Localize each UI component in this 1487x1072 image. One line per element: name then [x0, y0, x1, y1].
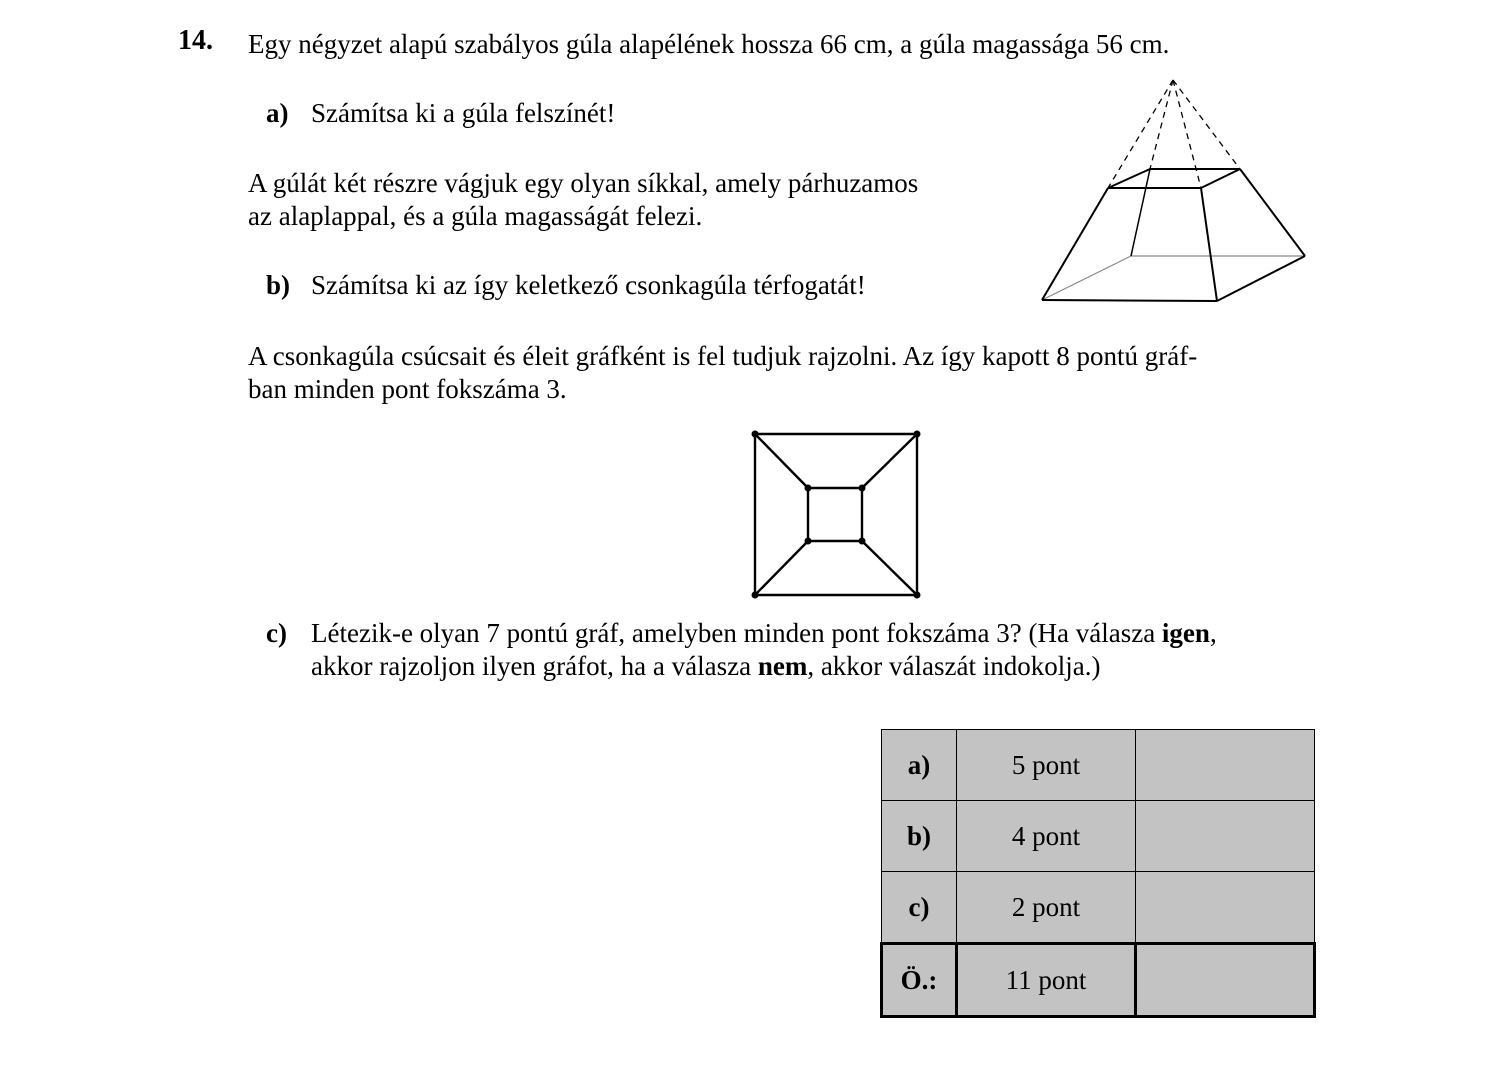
graph-vertex: [752, 592, 759, 599]
answer-yes-word: igen: [1161, 618, 1210, 648]
part-c-line-1-text-b: ,: [1209, 618, 1217, 648]
score-total-earned-cell[interactable]: [1136, 944, 1315, 1017]
pyramid-apex-dashed-edges: [1108, 80, 1240, 188]
part-a-label: a): [266, 98, 289, 128]
part-c-line-2-text-a: akkor rajzoljon ilyen gráfot, ha a válasza: [311, 651, 758, 681]
part-c-line-1-text-a: Létezik-e olyan 7 pontú gráf, amelyben minden pont fokszáma 3? (Ha válasza: [311, 618, 1162, 648]
graph-text-line-1: A csonkagúla csúcsait és éleit gráfként is fel tudjuk rajzolni. Az így kapott 8 pontú gráf-: [248, 341, 1198, 371]
frustum-base-front-edges: [1042, 256, 1305, 301]
part-c-label: c): [266, 618, 287, 648]
score-max-points: 4 pont: [957, 801, 1136, 872]
score-earned-cell[interactable]: [1136, 730, 1315, 801]
graph-vertex: [752, 431, 759, 438]
part-a-text: Számítsa ki a gúla felszínét!: [311, 98, 616, 128]
problem-intro: Egy négyzet alapú szabályos gúla alapélének hossza 66 cm, a gúla magassága 56 cm.: [248, 29, 1170, 59]
cut-text-line-2: az alaplappal, és a gúla magasságát felezi.: [248, 201, 703, 231]
answer-no-word: nem: [757, 651, 808, 681]
graph-vertex: [914, 592, 921, 599]
hidden-base-edges: [1042, 256, 1305, 300]
score-part-label: b): [882, 801, 957, 872]
frustum-pyramid-figure: [1030, 72, 1320, 312]
part-c-line-2: [311, 650, 1100, 683]
part-b-label: b): [266, 270, 291, 300]
graph-vertex: [805, 485, 812, 492]
graph-vertex: [859, 538, 866, 545]
score-row-b: [882, 801, 1315, 872]
part-c-line-2-text-b: , akkor válaszát indokolja.): [807, 651, 1101, 681]
frustum-top-face: [1108, 169, 1240, 188]
graph-text-line-2: ban minden pont fokszáma 3.: [248, 374, 567, 404]
graph-edges: [755, 434, 917, 595]
score-total-label: Ö.:: [882, 944, 957, 1017]
part-c-line-1: [311, 617, 1217, 650]
score-max-points: 5 pont: [957, 730, 1136, 801]
score-part-label: a): [882, 730, 957, 801]
problem-number: 14.: [178, 25, 213, 56]
score-row-total: [882, 944, 1315, 1017]
graph-vertex: [859, 485, 866, 492]
score-earned-cell[interactable]: [1136, 801, 1315, 872]
cube-graph-figure: [745, 424, 929, 606]
score-total-points: 11 pont: [957, 944, 1136, 1017]
part-b-text: Számítsa ki az így keletkező csonkagúla térfogatát!: [311, 270, 866, 300]
score-table: [880, 729, 1316, 1018]
graph-vertex: [914, 431, 921, 438]
graph-vertex: [805, 538, 812, 545]
score-earned-cell[interactable]: [1136, 872, 1315, 944]
score-part-label: c): [882, 872, 957, 944]
cut-text-line-1: A gúlát két részre vágjuk egy olyan síkkal, amely párhuzamos: [248, 168, 919, 198]
score-row-a: [882, 730, 1315, 801]
score-row-c: [882, 872, 1315, 944]
score-max-points: 2 pont: [957, 872, 1136, 944]
